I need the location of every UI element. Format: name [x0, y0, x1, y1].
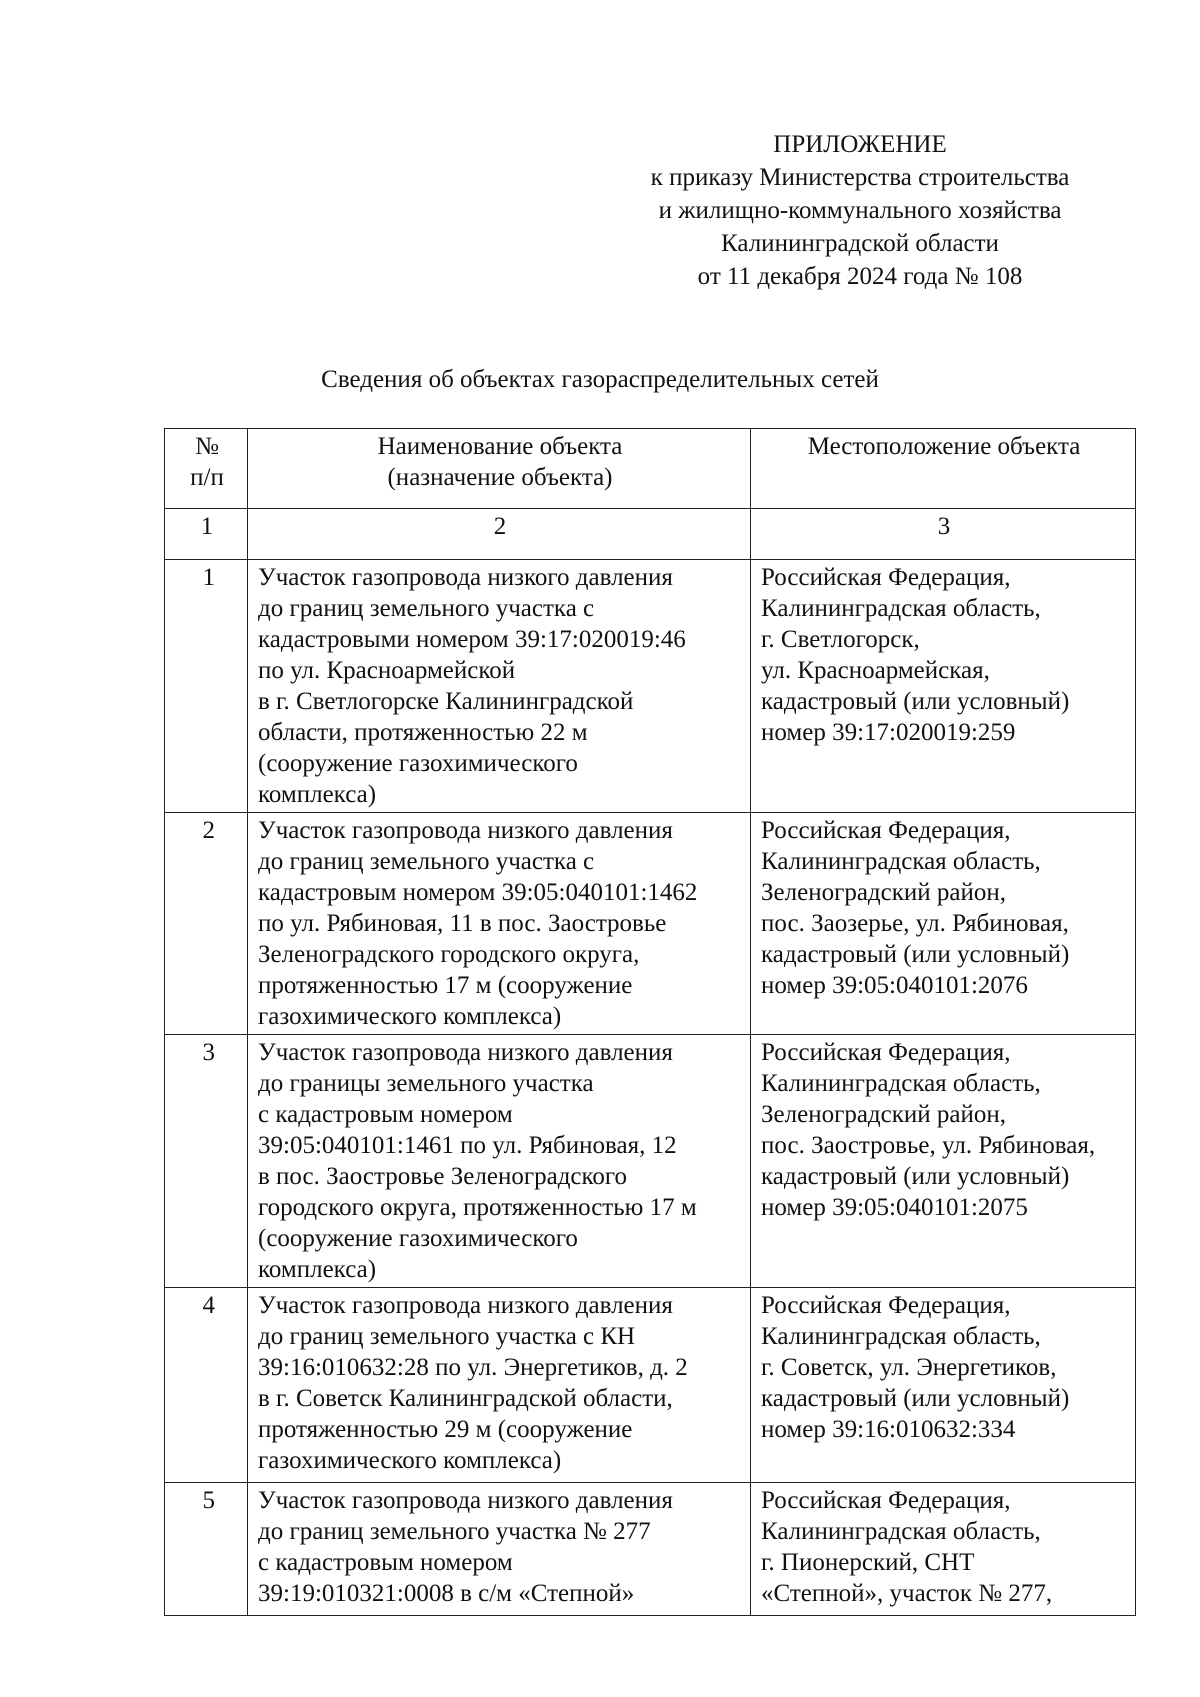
object-location-cell [751, 813, 1136, 1035]
text-line: Участок газопровода низкого давления [258, 1039, 673, 1066]
header-text: № [195, 433, 219, 460]
object-name-cell [248, 1288, 751, 1483]
header-line: ПРИЛОЖЕНИЕ [773, 131, 947, 158]
text-line: Калининградская область, [761, 595, 1041, 622]
text-line: по ул. Рябиновая, 11 в пос. Заостровье [258, 910, 667, 937]
text-line: в г. Светлогорске Калининградской [258, 688, 634, 715]
text-line: 39:05:040101:1461 по ул. Рябиновая, 12 [258, 1132, 677, 1159]
text-line: кадастровыми номером 39:17:020019:46 [258, 626, 686, 653]
text-line: 39:16:010632:28 по ул. Энергетиков, д. 2 [258, 1354, 688, 1381]
text-line: Российская Федерация, [761, 1487, 1011, 1514]
header-location-cell [751, 429, 1136, 509]
header-text: Местоположение объекта [807, 433, 1081, 460]
text-line: г. Пионерский, СНТ [761, 1549, 975, 1576]
text-line: «Степной», участок № 277, [761, 1580, 1053, 1607]
text-line: Зеленоградского городского округа, [258, 941, 640, 968]
object-location-cell [751, 1483, 1136, 1616]
text-line: кадастровый (или условный) [761, 1385, 1070, 1412]
text-line: кадастровый (или условный) [761, 941, 1070, 968]
text-line: 39:19:010321:0008 в с/м «Степной» [258, 1580, 635, 1607]
text-line: г. Советск, ул. Энергетиков, [761, 1354, 1057, 1381]
text-line: ул. Красноармейская, [761, 657, 990, 684]
text-line: по ул. Красноармейской [258, 657, 516, 684]
text-line: Участок газопровода низкого давления [258, 1292, 673, 1319]
row-number: 1 [165, 560, 248, 813]
header-line: к приказу Министерства строительства [650, 164, 1070, 191]
header-line: Калининградской области [721, 230, 999, 257]
text-line: газохимического комплекса) [258, 1003, 562, 1030]
text-line: номер 39:05:040101:2075 [761, 1194, 1028, 1221]
text-line: номер 39:05:040101:2076 [761, 972, 1028, 999]
text-line: Российская Федерация, [761, 1292, 1011, 1319]
appendix-header [600, 128, 1120, 293]
text-line: комплекса) [258, 1256, 377, 1283]
text-line: номер 39:16:010632:334 [761, 1416, 1016, 1443]
header-text: (назначение объекта) [387, 464, 613, 491]
text-line: Калининградская область, [761, 1070, 1041, 1097]
text-line: (сооружение газохимического [258, 1225, 578, 1252]
object-location-cell [751, 1288, 1136, 1483]
header-number-cell [165, 429, 248, 509]
text-line: Участок газопровода низкого давления [258, 1487, 673, 1514]
text-line: в пос. Заостровье Зеленоградского [258, 1163, 628, 1190]
text-line: Участок газопровода низкого давления [258, 817, 673, 844]
table-row [165, 560, 1136, 813]
text-line: (сооружение газохимического [258, 750, 578, 777]
text-line: Российская Федерация, [761, 564, 1011, 591]
index-cell: 2 [248, 509, 751, 560]
row-number: 3 [165, 1035, 248, 1288]
text-line: Зеленоградский район, [761, 1101, 1006, 1128]
text-line: области, протяженностью 22 м [258, 719, 588, 746]
table-row [165, 1288, 1136, 1483]
document-title: Сведения об объектах газораспределительных сетей [321, 366, 879, 393]
header-text: п/п [190, 464, 224, 491]
table-row [165, 813, 1136, 1035]
text-line: Российская Федерация, [761, 817, 1011, 844]
text-line: до границы земельного участка [258, 1070, 594, 1097]
index-cell: 1 [165, 509, 248, 560]
text-line: Российская Федерация, [761, 1039, 1011, 1066]
object-name-cell [248, 1035, 751, 1288]
text-line: до границ земельного участка с [258, 848, 595, 875]
text-line: протяженностью 29 м (сооружение [258, 1416, 633, 1443]
text-line: кадастровый (или условный) [761, 688, 1070, 715]
header-name-cell [248, 429, 751, 509]
text-line: номер 39:17:020019:259 [761, 719, 1016, 746]
text-line: до границ земельного участка с [258, 595, 595, 622]
text-line: до границ земельного участка № 277 [258, 1518, 651, 1545]
text-line: кадастровым номером 39:05:040101:1462 [258, 879, 698, 906]
row-number: 4 [165, 1288, 248, 1483]
header-text: Наименование объекта [377, 433, 623, 460]
text-line: комплекса) [258, 781, 377, 808]
text-line: протяженностью 17 м (сооружение [258, 972, 633, 999]
text-line: в г. Советск Калининградской области, [258, 1385, 673, 1412]
row-number: 2 [165, 813, 248, 1035]
text-line: газохимического комплекса) [258, 1447, 562, 1474]
text-line: Калининградская область, [761, 848, 1041, 875]
text-line: до границ земельного участка с КН [258, 1323, 636, 1350]
text-line: Калининградская область, [761, 1518, 1041, 1545]
text-line: городского округа, протяженностью 17 м [258, 1194, 697, 1221]
table-row [165, 1483, 1136, 1616]
row-number: 5 [165, 1483, 248, 1616]
table-header-row [165, 429, 1136, 509]
header-line: от 11 декабря 2024 года № 108 [697, 263, 1023, 290]
index-cell: 3 [751, 509, 1136, 560]
text-line: Участок газопровода низкого давления [258, 564, 673, 591]
object-name-cell [248, 1483, 751, 1616]
object-name-cell [248, 813, 751, 1035]
text-line: Калининградская область, [761, 1323, 1041, 1350]
table-row [165, 1035, 1136, 1288]
header-line: и жилищно-коммунального хозяйства [658, 197, 1062, 224]
text-line: с кадастровым номером [258, 1101, 513, 1128]
object-name-cell [248, 560, 751, 813]
text-line: г. Светлогорск, [761, 626, 920, 653]
objects-table [164, 428, 1136, 1616]
text-line: кадастровый (или условный) [761, 1163, 1070, 1190]
text-line: пос. Заозерье, ул. Рябиновая, [761, 910, 1069, 937]
text-line: с кадастровым номером [258, 1549, 513, 1576]
object-location-cell [751, 1035, 1136, 1288]
object-location-cell [751, 560, 1136, 813]
table-index-row [165, 509, 1136, 560]
text-line: пос. Заостровье, ул. Рябиновая, [761, 1132, 1096, 1159]
text-line: Зеленоградский район, [761, 879, 1006, 906]
